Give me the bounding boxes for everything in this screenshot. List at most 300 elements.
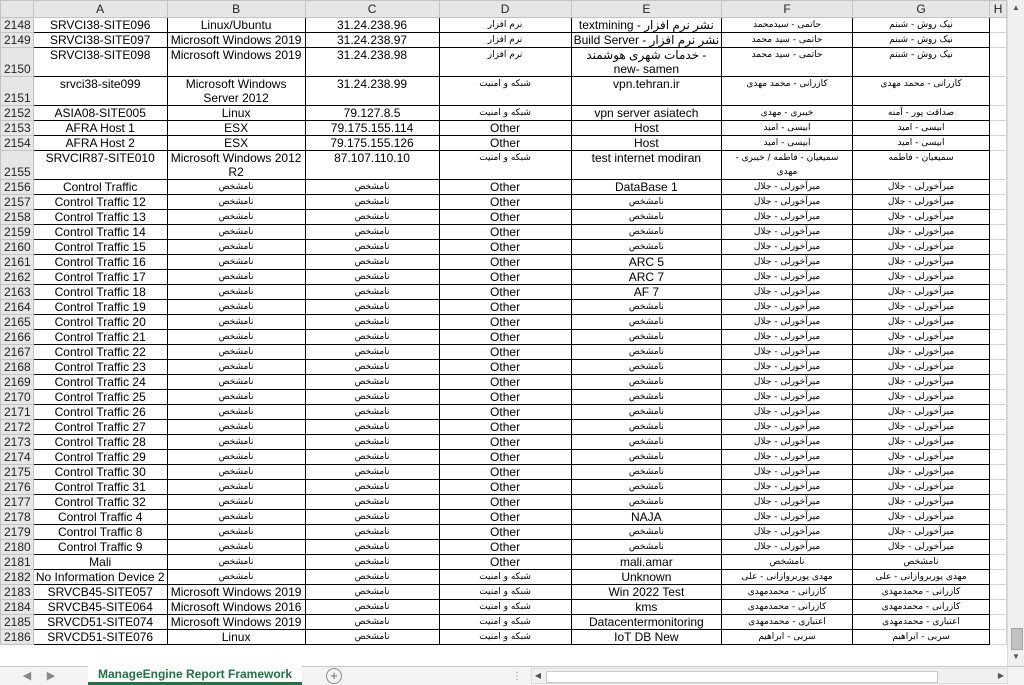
cell-f[interactable]: کازرانی - محمد مهدی — [722, 77, 853, 106]
cell-h[interactable] — [990, 195, 1007, 210]
cell-d[interactable]: شبکه و امنیت — [439, 630, 571, 645]
row-number[interactable]: 2158 — [1, 210, 34, 225]
cell-c[interactable]: نامشخص — [305, 525, 439, 540]
cell-g[interactable]: کازرانی - محمد مهدی — [852, 77, 989, 106]
cell-d[interactable]: Other — [439, 270, 571, 285]
cell-f[interactable]: اعتباری - محمدمهدی — [722, 615, 853, 630]
cell-c[interactable]: نامشخص — [305, 285, 439, 300]
cell-c[interactable]: 31.24.238.96 — [305, 18, 439, 33]
cell-e[interactable]: ARC 5 — [571, 255, 722, 270]
cell-a[interactable]: SRVCB45-SITE057 — [33, 585, 167, 600]
row-number[interactable]: 2174 — [1, 450, 34, 465]
cell-h[interactable] — [990, 77, 1007, 106]
column-header-e[interactable]: E — [571, 1, 722, 18]
row-number[interactable]: 2170 — [1, 390, 34, 405]
cell-f[interactable]: کازرانی - محمدمهدی — [722, 600, 853, 615]
cell-c[interactable]: نامشخص — [305, 510, 439, 525]
cell-c[interactable]: نامشخص — [305, 600, 439, 615]
row-number[interactable]: 2169 — [1, 375, 34, 390]
cell-c[interactable]: نامشخص — [305, 630, 439, 645]
cell-e[interactable]: نامشخص — [571, 240, 722, 255]
cell-e[interactable]: نامشخص — [571, 345, 722, 360]
cell-f[interactable]: ابیسی - امید — [722, 121, 853, 136]
cell-a[interactable]: srvci38-site099 — [33, 77, 167, 106]
cell-c[interactable]: 87.107.110.10 — [305, 151, 439, 180]
cell-e[interactable]: نامشخص — [571, 420, 722, 435]
cell-b[interactable]: نامشخص — [167, 195, 305, 210]
select-all-corner[interactable] — [1, 1, 34, 18]
cell-e[interactable]: نامشخص — [571, 390, 722, 405]
cell-f[interactable]: میرآخورلی - جلال — [722, 345, 853, 360]
cell-g[interactable]: میرآخورلی - جلال — [852, 510, 989, 525]
cell-d[interactable]: Other — [439, 465, 571, 480]
cell-g[interactable]: مهدی پوربروازانی - علی — [852, 570, 989, 585]
cell-b[interactable]: نامشخص — [167, 240, 305, 255]
cell-b[interactable]: نامشخص — [167, 300, 305, 315]
cell-f[interactable]: نامشخص — [722, 555, 853, 570]
column-header-h[interactable]: H — [990, 1, 1007, 18]
cell-f[interactable]: کازرانی - محمدمهدی — [722, 585, 853, 600]
row-number[interactable]: 2172 — [1, 420, 34, 435]
cell-a[interactable]: Control Traffic 19 — [33, 300, 167, 315]
cell-b[interactable]: نامشخص — [167, 555, 305, 570]
row-number[interactable]: 2185 — [1, 615, 34, 630]
cell-h[interactable] — [990, 420, 1007, 435]
cell-h[interactable] — [990, 300, 1007, 315]
row-number[interactable]: 2149 — [1, 33, 34, 48]
cell-f[interactable]: میرآخورلی - جلال — [722, 435, 853, 450]
cell-b[interactable]: نامشخص — [167, 315, 305, 330]
row-number[interactable]: 2183 — [1, 585, 34, 600]
row-number[interactable]: 2168 — [1, 360, 34, 375]
cell-d[interactable]: Other — [439, 405, 571, 420]
row-number[interactable]: 2161 — [1, 255, 34, 270]
column-header-f[interactable]: F — [722, 1, 853, 18]
cell-g[interactable]: سربی - ابراهیم — [852, 630, 989, 645]
cell-a[interactable]: SRVCI38-SITE096 — [33, 18, 167, 33]
cell-b[interactable]: نامشخص — [167, 270, 305, 285]
cell-h[interactable] — [990, 495, 1007, 510]
cell-b[interactable]: نامشخص — [167, 345, 305, 360]
cell-c[interactable]: نامشخص — [305, 615, 439, 630]
cell-g[interactable]: میرآخورلی - جلال — [852, 180, 989, 195]
cell-a[interactable]: Control Traffic 12 — [33, 195, 167, 210]
cell-d[interactable]: شبکه و امنیت — [439, 77, 571, 106]
cell-e[interactable]: IoT DB New — [571, 630, 722, 645]
cell-a[interactable]: Control Traffic 14 — [33, 225, 167, 240]
cell-a[interactable]: Control Traffic 13 — [33, 210, 167, 225]
cell-b[interactable]: Microsoft Windows 2019 — [167, 33, 305, 48]
cell-d[interactable]: شبکه و امنیت — [439, 570, 571, 585]
cell-h[interactable] — [990, 270, 1007, 285]
cell-f[interactable]: میرآخورلی - جلال — [722, 240, 853, 255]
row-number[interactable]: 2182 — [1, 570, 34, 585]
cell-d[interactable]: Other — [439, 255, 571, 270]
cell-c[interactable]: نامشخص — [305, 420, 439, 435]
cell-f[interactable]: خیبری - مهدی — [722, 106, 853, 121]
cell-a[interactable]: SRVCI38-SITE098 — [33, 48, 167, 77]
cell-a[interactable]: Control Traffic 31 — [33, 480, 167, 495]
cell-f[interactable]: میرآخورلی - جلال — [722, 375, 853, 390]
cell-g[interactable]: میرآخورلی - جلال — [852, 345, 989, 360]
cell-f[interactable]: ابیسی - امید — [722, 136, 853, 151]
cell-h[interactable] — [990, 570, 1007, 585]
cell-b[interactable]: نامشخص — [167, 465, 305, 480]
cell-e[interactable]: نامشخص — [571, 330, 722, 345]
cell-f[interactable]: حاتمی - سید محمد — [722, 33, 853, 48]
row-number[interactable]: 2173 — [1, 435, 34, 450]
cell-d[interactable]: Other — [439, 300, 571, 315]
cell-a[interactable]: Control Traffic 20 — [33, 315, 167, 330]
sheet-tab-active[interactable]: ManageEngine Report Framework — [88, 666, 302, 685]
cell-d[interactable]: Other — [439, 210, 571, 225]
column-header-g[interactable]: G — [852, 1, 989, 18]
cell-d[interactable]: Other — [439, 375, 571, 390]
triangle-left-icon[interactable]: ◀ — [22, 670, 32, 682]
cell-a[interactable]: Control Traffic 18 — [33, 285, 167, 300]
cell-g[interactable]: میرآخورلی - جلال — [852, 495, 989, 510]
cell-g[interactable]: کازرانی - محمدمهدی — [852, 585, 989, 600]
triangle-up-icon[interactable]: ▲ — [1012, 3, 1020, 12]
cell-g[interactable]: اعتباری - محمدمهدی — [852, 615, 989, 630]
horizontal-scrollbar[interactable] — [531, 668, 1008, 684]
row-number[interactable]: 2179 — [1, 525, 34, 540]
cell-a[interactable]: AFRA Host 1 — [33, 121, 167, 136]
row-number[interactable]: 2162 — [1, 270, 34, 285]
cell-h[interactable] — [990, 315, 1007, 330]
cell-c[interactable]: نامشخص — [305, 360, 439, 375]
cell-d[interactable]: Other — [439, 136, 571, 151]
cell-b[interactable]: ESX — [167, 136, 305, 151]
cell-a[interactable]: Mali — [33, 555, 167, 570]
cell-h[interactable] — [990, 180, 1007, 195]
cell-f[interactable]: میرآخورلی - جلال — [722, 360, 853, 375]
cell-h[interactable] — [990, 360, 1007, 375]
cell-e[interactable]: test internet modiran — [571, 151, 722, 180]
cell-g[interactable]: میرآخورلی - جلال — [852, 315, 989, 330]
cell-g[interactable]: نیک روش - شبنم — [852, 18, 989, 33]
cell-h[interactable] — [990, 285, 1007, 300]
row-number[interactable]: 2157 — [1, 195, 34, 210]
cell-g[interactable]: میرآخورلی - جلال — [852, 210, 989, 225]
cell-a[interactable]: AFRA Host 2 — [33, 136, 167, 151]
cell-f[interactable]: میرآخورلی - جلال — [722, 285, 853, 300]
cell-g[interactable]: میرآخورلی - جلال — [852, 360, 989, 375]
cell-d[interactable]: شبکه و امنیت — [439, 615, 571, 630]
cell-a[interactable]: Control Traffic 27 — [33, 420, 167, 435]
cell-d[interactable]: Other — [439, 435, 571, 450]
cell-a[interactable]: Control Traffic 16 — [33, 255, 167, 270]
cell-d[interactable]: شبکه و امنیت — [439, 151, 571, 180]
cell-h[interactable] — [990, 510, 1007, 525]
cell-f[interactable]: سمیعیان - فاطمه / خیبری - مهدی — [722, 151, 853, 180]
cell-e[interactable]: نامشخص — [571, 300, 722, 315]
cell-e[interactable]: نامشخص — [571, 315, 722, 330]
cell-g[interactable]: میرآخورلی - جلال — [852, 255, 989, 270]
cell-c[interactable]: نامشخص — [305, 225, 439, 240]
scroll-left-icon[interactable]: ◀ — [534, 671, 542, 680]
cell-a[interactable]: Control Traffic 9 — [33, 540, 167, 555]
cell-d[interactable]: نرم افزار — [439, 48, 571, 77]
row-number[interactable]: 2148 — [1, 18, 34, 33]
cell-e[interactable]: kms — [571, 600, 722, 615]
cell-f[interactable]: میرآخورلی - جلال — [722, 450, 853, 465]
cell-e[interactable]: نامشخص — [571, 210, 722, 225]
row-number[interactable]: 2181 — [1, 555, 34, 570]
cell-b[interactable]: Microsoft Windows 2019 — [167, 585, 305, 600]
cell-d[interactable]: Other — [439, 330, 571, 345]
cell-d[interactable]: Other — [439, 420, 571, 435]
cell-g[interactable]: سمیعیان - فاطمه — [852, 151, 989, 180]
cell-g[interactable]: میرآخورلی - جلال — [852, 540, 989, 555]
cell-b[interactable]: Linux — [167, 106, 305, 121]
cell-h[interactable] — [990, 240, 1007, 255]
cell-d[interactable]: Other — [439, 495, 571, 510]
cell-a[interactable]: Control Traffic 26 — [33, 405, 167, 420]
cell-e[interactable]: خدمات شهری هوشمند - new- samen — [571, 48, 722, 77]
cell-b[interactable]: نامشخص — [167, 495, 305, 510]
cell-e[interactable]: نامشخص — [571, 225, 722, 240]
cell-g[interactable]: میرآخورلی - جلال — [852, 435, 989, 450]
row-number[interactable]: 2186 — [1, 630, 34, 645]
cell-a[interactable]: No Information Device 2 — [33, 570, 167, 585]
cell-f[interactable]: میرآخورلی - جلال — [722, 525, 853, 540]
cell-c[interactable]: نامشخص — [305, 300, 439, 315]
scroll-right-icon[interactable]: ▶ — [997, 671, 1005, 680]
cell-g[interactable]: میرآخورلی - جلال — [852, 420, 989, 435]
cell-d[interactable]: Other — [439, 195, 571, 210]
cell-b[interactable]: ESX — [167, 121, 305, 136]
row-number[interactable]: 2167 — [1, 345, 34, 360]
cell-h[interactable] — [990, 136, 1007, 151]
cell-c[interactable]: 79.175.155.126 — [305, 136, 439, 151]
cell-h[interactable] — [990, 450, 1007, 465]
row-number[interactable]: 2151 — [1, 77, 34, 106]
cell-h[interactable] — [990, 33, 1007, 48]
cell-d[interactable]: Other — [439, 315, 571, 330]
cell-b[interactable]: نامشخص — [167, 480, 305, 495]
cell-f[interactable]: میرآخورلی - جلال — [722, 180, 853, 195]
cell-a[interactable]: Control Traffic 30 — [33, 465, 167, 480]
cell-b[interactable]: نامشخص — [167, 405, 305, 420]
row-number[interactable]: 2184 — [1, 600, 34, 615]
cell-a[interactable]: Control Traffic 17 — [33, 270, 167, 285]
cell-c[interactable]: نامشخص — [305, 570, 439, 585]
cell-f[interactable]: میرآخورلی - جلال — [722, 300, 853, 315]
cell-g[interactable]: میرآخورلی - جلال — [852, 195, 989, 210]
cell-a[interactable]: Control Traffic 28 — [33, 435, 167, 450]
triangle-down-icon[interactable]: ▼ — [1012, 652, 1020, 661]
cell-h[interactable] — [990, 435, 1007, 450]
cell-e[interactable]: mali.amar — [571, 555, 722, 570]
cell-f[interactable]: میرآخورلی - جلال — [722, 480, 853, 495]
cell-h[interactable] — [990, 540, 1007, 555]
cell-b[interactable]: Microsoft Windows 2016 — [167, 600, 305, 615]
cell-b[interactable]: نامشخص — [167, 510, 305, 525]
cell-e[interactable]: نامشخص — [571, 540, 722, 555]
cell-d[interactable]: Other — [439, 555, 571, 570]
cell-e[interactable]: نامشخص — [571, 450, 722, 465]
row-number[interactable]: 2152 — [1, 106, 34, 121]
column-header-c[interactable]: C — [305, 1, 439, 18]
cell-f[interactable]: میرآخورلی - جلال — [722, 390, 853, 405]
cell-f[interactable]: سربی - ابراهیم — [722, 630, 853, 645]
cell-c[interactable]: نامشخص — [305, 240, 439, 255]
cell-f[interactable]: میرآخورلی - جلال — [722, 210, 853, 225]
cell-a[interactable]: Control Traffic 22 — [33, 345, 167, 360]
cell-b[interactable]: نامشخص — [167, 525, 305, 540]
cell-b[interactable]: نامشخص — [167, 225, 305, 240]
cell-e[interactable]: Host — [571, 136, 722, 151]
cell-e[interactable]: NAJA — [571, 510, 722, 525]
cell-a[interactable]: Control Traffic 8 — [33, 525, 167, 540]
cell-b[interactable]: Microsoft Windows Server 2012 — [167, 77, 305, 106]
cell-d[interactable]: Other — [439, 540, 571, 555]
cell-h[interactable] — [990, 390, 1007, 405]
cell-b[interactable]: نامشخص — [167, 210, 305, 225]
cell-d[interactable]: شبکه و امنیت — [439, 585, 571, 600]
cell-g[interactable]: میرآخورلی - جلال — [852, 240, 989, 255]
cell-d[interactable]: Other — [439, 450, 571, 465]
cell-f[interactable]: میرآخورلی - جلال — [722, 420, 853, 435]
horizontal-scroll-thumb[interactable] — [546, 671, 938, 683]
cell-b[interactable]: نامشخص — [167, 450, 305, 465]
cell-c[interactable]: نامشخص — [305, 405, 439, 420]
cell-h[interactable] — [990, 330, 1007, 345]
cell-c[interactable]: 31.24.238.99 — [305, 77, 439, 106]
cell-g[interactable]: میرآخورلی - جلال — [852, 285, 989, 300]
cell-a[interactable]: SRVCI38-SITE097 — [33, 33, 167, 48]
cell-b[interactable]: نامشخص — [167, 420, 305, 435]
cell-g[interactable]: میرآخورلی - جلال — [852, 525, 989, 540]
cell-e[interactable]: textmining - نشر نرم افزار — [571, 18, 722, 33]
cell-e[interactable]: نامشخص — [571, 525, 722, 540]
cell-b[interactable]: Microsoft Windows 2012 R2 — [167, 151, 305, 180]
cell-f[interactable]: میرآخورلی - جلال — [722, 510, 853, 525]
cell-b[interactable]: Microsoft Windows 2019 — [167, 615, 305, 630]
cell-e[interactable]: Unknown — [571, 570, 722, 585]
cell-f[interactable]: میرآخورلی - جلال — [722, 270, 853, 285]
cell-a[interactable]: Control Traffic 32 — [33, 495, 167, 510]
cell-e[interactable]: AF 7 — [571, 285, 722, 300]
cell-b[interactable]: نامشخص — [167, 255, 305, 270]
row-number[interactable]: 2175 — [1, 465, 34, 480]
vertical-scrollbar[interactable] — [1007, 0, 1024, 666]
cell-b[interactable]: نامشخص — [167, 540, 305, 555]
cell-a[interactable]: Control Traffic 4 — [33, 510, 167, 525]
cell-b[interactable]: Linux/Ubuntu — [167, 18, 305, 33]
cell-g[interactable]: میرآخورلی - جلال — [852, 390, 989, 405]
cell-f[interactable]: میرآخورلی - جلال — [722, 540, 853, 555]
cell-c[interactable]: نامشخص — [305, 375, 439, 390]
cell-a[interactable]: Control Traffic 25 — [33, 390, 167, 405]
cell-a[interactable]: ASIA08-SITE005 — [33, 106, 167, 121]
cell-h[interactable] — [990, 465, 1007, 480]
cell-c[interactable]: نامشخص — [305, 210, 439, 225]
cell-c[interactable]: 79.127.8.5 — [305, 106, 439, 121]
cell-f[interactable]: میرآخورلی - جلال — [722, 255, 853, 270]
cell-d[interactable]: Other — [439, 345, 571, 360]
cell-g[interactable]: نیک روش - شبنم — [852, 48, 989, 77]
row-number[interactable]: 2176 — [1, 480, 34, 495]
cell-a[interactable]: Control Traffic 15 — [33, 240, 167, 255]
cell-c[interactable]: نامشخص — [305, 585, 439, 600]
cell-e[interactable]: vpn server asiatech — [571, 106, 722, 121]
cell-g[interactable]: میرآخورلی - جلال — [852, 375, 989, 390]
cell-d[interactable]: Other — [439, 480, 571, 495]
cell-h[interactable] — [990, 345, 1007, 360]
plus-circle-icon[interactable]: + — [326, 668, 342, 684]
cell-h[interactable] — [990, 375, 1007, 390]
row-number[interactable]: 2166 — [1, 330, 34, 345]
cell-h[interactable] — [990, 525, 1007, 540]
cell-e[interactable]: Win 2022 Test — [571, 585, 722, 600]
cell-e[interactable]: نامشخص — [571, 465, 722, 480]
cell-g[interactable]: صداقت پور - آمنه — [852, 106, 989, 121]
cell-f[interactable]: میرآخورلی - جلال — [722, 330, 853, 345]
cell-e[interactable]: نامشخص — [571, 195, 722, 210]
cell-d[interactable]: Other — [439, 285, 571, 300]
cell-b[interactable]: نامشخص — [167, 285, 305, 300]
cell-h[interactable] — [990, 555, 1007, 570]
cell-b[interactable]: نامشخص — [167, 360, 305, 375]
cell-d[interactable]: نرم افزار — [439, 18, 571, 33]
cell-e[interactable]: ARC 7 — [571, 270, 722, 285]
cell-c[interactable]: 31.24.238.97 — [305, 33, 439, 48]
cell-g[interactable]: میرآخورلی - جلال — [852, 405, 989, 420]
cell-c[interactable]: 79.175.155.114 — [305, 121, 439, 136]
cell-c[interactable]: نامشخص — [305, 180, 439, 195]
cell-c[interactable]: نامشخص — [305, 495, 439, 510]
row-number[interactable]: 2153 — [1, 121, 34, 136]
cell-e[interactable]: vpn.tehran.ir — [571, 77, 722, 106]
cell-a[interactable]: SRVCIR87-SITE010 — [33, 151, 167, 180]
cell-b[interactable]: نامشخص — [167, 570, 305, 585]
cell-h[interactable] — [990, 121, 1007, 136]
cell-c[interactable]: نامشخص — [305, 270, 439, 285]
cell-d[interactable]: شبکه و امنیت — [439, 600, 571, 615]
row-number[interactable]: 2150 — [1, 48, 34, 77]
row-number[interactable]: 2164 — [1, 300, 34, 315]
cell-h[interactable] — [990, 600, 1007, 615]
cell-c[interactable]: نامشخص — [305, 465, 439, 480]
cell-d[interactable]: شبکه و امنیت — [439, 106, 571, 121]
cell-a[interactable]: Control Traffic 23 — [33, 360, 167, 375]
cell-d[interactable]: Other — [439, 360, 571, 375]
cell-h[interactable] — [990, 210, 1007, 225]
cell-g[interactable]: میرآخورلی - جلال — [852, 330, 989, 345]
cell-d[interactable]: نرم افزار — [439, 33, 571, 48]
cell-e[interactable]: نامشخص — [571, 480, 722, 495]
cell-c[interactable]: نامشخص — [305, 330, 439, 345]
cell-a[interactable]: Control Traffic 24 — [33, 375, 167, 390]
cell-a[interactable]: Control Traffic 21 — [33, 330, 167, 345]
triangle-right-icon[interactable]: ▶ — [46, 670, 56, 682]
cell-h[interactable] — [990, 225, 1007, 240]
cell-e[interactable]: نامشخص — [571, 360, 722, 375]
cell-c[interactable]: نامشخص — [305, 195, 439, 210]
cell-d[interactable]: Other — [439, 525, 571, 540]
row-number[interactable]: 2177 — [1, 495, 34, 510]
cell-d[interactable]: Other — [439, 121, 571, 136]
cell-c[interactable]: نامشخص — [305, 390, 439, 405]
cell-b[interactable]: نامشخص — [167, 375, 305, 390]
cell-f[interactable]: حاتمی - سیدمحمد — [722, 18, 853, 33]
row-number[interactable]: 2163 — [1, 285, 34, 300]
cell-b[interactable]: نامشخص — [167, 435, 305, 450]
row-number[interactable]: 2156 — [1, 180, 34, 195]
cell-h[interactable] — [990, 585, 1007, 600]
